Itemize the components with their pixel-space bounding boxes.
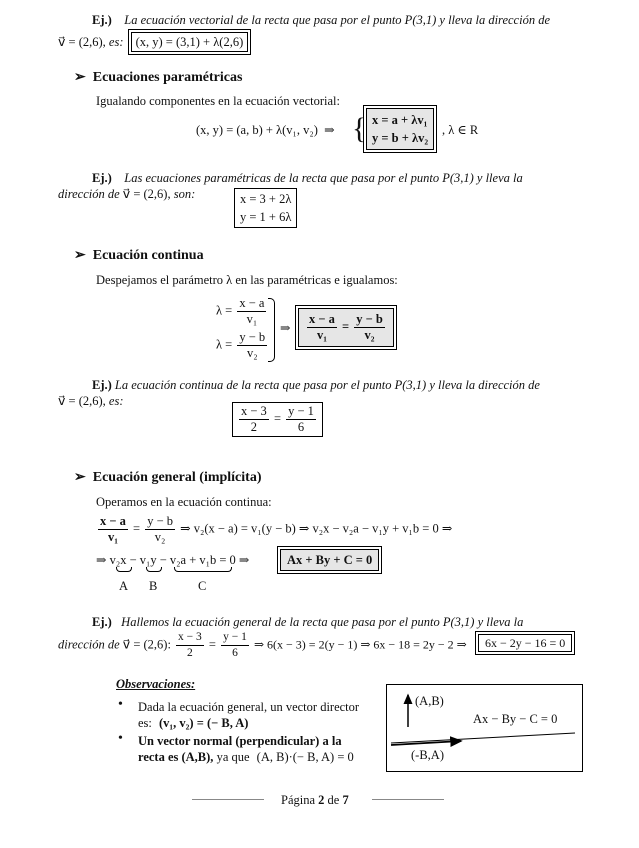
obs-item1-line1: Dada la ecuación general, un vector director <box>138 700 360 714</box>
ej2-line1 <box>92 170 523 186</box>
general-chain2-expr: v₂x − v₁y − v₂a + v₁b = 0 ⇒ <box>109 553 250 567</box>
ej3-label: Ej.) <box>92 378 112 392</box>
ej3-es: es: <box>108 394 124 408</box>
ej3-result-box <box>232 402 323 437</box>
frac-den: v₂ <box>364 328 375 342</box>
frac-den: v₂ <box>246 346 258 360</box>
ej4-result-box: 6x − 2y − 16 = 0 <box>478 634 572 652</box>
diagram-dir-label: (-B,A) <box>411 748 444 762</box>
ej2-line2 <box>58 186 195 202</box>
section-general-heading <box>74 470 262 486</box>
footer-total-pages: 7 <box>342 793 349 807</box>
cont-res-frac-1 <box>307 312 337 343</box>
ej4-label: Ej.) <box>92 615 112 629</box>
bullet-dot-icon: • <box>118 697 123 712</box>
frac-num: y − 1 <box>221 630 249 646</box>
ej1-label: Ej.) <box>92 13 112 27</box>
frac-den: v₁ <box>246 312 258 326</box>
section-general-intro: Operamos en la ecuación continua: <box>96 495 272 509</box>
ej4-chain: ⇒ 6(x − 3) = 2(y − 1) ⇒ 6x − 18 = 2y − 2 ⇒ <box>253 637 467 652</box>
frac-den: v₂ <box>154 530 166 544</box>
general-chain-2 <box>96 552 249 568</box>
section-parametric-intro: Igualando componentes en la ecuación vectorial: <box>96 94 340 108</box>
underbrace-b <box>146 567 162 572</box>
ej2-result-box <box>234 188 297 228</box>
ej2-son: son: <box>173 187 196 201</box>
frac-num: y − 1 <box>288 404 314 418</box>
obs-item1-line2 <box>138 715 248 731</box>
general-result-box: Ax + By + C = 0 <box>280 549 379 571</box>
ej4-line2 <box>58 630 467 661</box>
ej2-direction: v⃗ = (2,6), <box>122 187 171 201</box>
implies-symbol: ⇒ <box>324 123 335 137</box>
ej4-line1 <box>92 614 523 630</box>
bullet-arrow-icon: ➢ <box>74 470 86 485</box>
ej4-frac-2 <box>221 630 249 661</box>
ej2-eq1: x = 3 + 2λ <box>240 192 292 206</box>
footer-prefix: Página <box>281 793 319 807</box>
ej2-label: Ej.) <box>92 171 112 185</box>
lambda-eq1-label: λ = <box>216 303 233 318</box>
frac-num: x − 3 <box>241 404 267 418</box>
frac-num: x − a <box>239 296 265 310</box>
lambda-eq-2 <box>216 330 269 361</box>
lambda-frac-2 <box>237 330 267 361</box>
section-continuous-heading <box>74 248 204 264</box>
ej2-eq2: y = 1 + 6λ <box>240 210 292 224</box>
frac-num: x − 3 <box>176 630 204 646</box>
footer-rule-right <box>372 799 444 800</box>
section-parametric-heading <box>74 70 242 86</box>
equals-sign: = <box>208 637 216 652</box>
frac-den: 2 <box>250 420 258 434</box>
right-brace <box>268 298 275 362</box>
section-continuous-intro: Despejamos el parámetro λ en las paramétricas e igualamos: <box>96 273 398 287</box>
ej1-text: La ecuación vectorial de la recta que pasa por el punto P(3,1) y lleva la dirección de <box>124 13 550 27</box>
normal-vector-diagram <box>386 684 583 772</box>
section-general-title: Ecuación general (implícita) <box>92 470 262 485</box>
frac-den: v₁ <box>107 530 118 544</box>
ej1-es: es: <box>108 35 124 49</box>
observaciones-title: Observaciones: <box>116 677 196 691</box>
ej1-result-box: (x, y) = (3,1) + λ(2,6) <box>131 32 249 52</box>
parametric-system-box <box>366 108 434 150</box>
label-c: C <box>198 579 207 593</box>
underbrace-c <box>174 567 232 572</box>
cont-res-frac-2 <box>354 312 385 343</box>
footer-mid: de <box>324 793 343 807</box>
bullet-dot-icon: • <box>118 731 123 746</box>
continuous-implies: ⇒ <box>280 321 291 335</box>
obs-item2-math: (A, B)·(− B, A) = 0 <box>256 750 354 764</box>
frac-num: x − a <box>309 312 335 326</box>
frac-num: x − a <box>100 514 126 528</box>
ej3-text: La ecuación continua de la recta que pasa por el punto P(3,1) y lleva la dirección de <box>114 378 540 392</box>
left-brace: { <box>352 112 367 145</box>
ej3-line1 <box>92 377 540 393</box>
ej2-text2: dirección de <box>58 187 120 201</box>
implies-symbol: ⇒ <box>96 553 107 567</box>
lambda-frac-1 <box>237 296 266 327</box>
footer-page-number <box>281 792 349 808</box>
obs-item1-es: es: <box>138 716 152 730</box>
ej4-frac-1 <box>176 630 204 661</box>
ej4-direction: v⃗ = (2,6): <box>122 637 171 652</box>
param-domain: , λ ∈ R <box>442 123 479 137</box>
ej1-line1 <box>92 12 550 28</box>
bullet-arrow-icon: ➢ <box>74 70 86 85</box>
line-graph <box>391 733 575 743</box>
param-sys-eq2: y = b + λv₂ <box>372 131 429 145</box>
obs-item1-math: (v₁, v₂) = (− B, A) <box>159 716 249 730</box>
frac-num: y − b <box>239 330 266 344</box>
ej3-direction: v⃗ = (2,6), <box>58 394 106 408</box>
lambda-eq2-label: λ = <box>216 337 233 352</box>
footer-current-page: 2 <box>318 793 325 807</box>
label-b: B <box>149 579 158 593</box>
ej4-text2: dirección de <box>58 637 120 652</box>
equals-sign: = <box>273 411 281 426</box>
ej3-line2 <box>58 393 123 409</box>
frac-den: 6 <box>232 647 238 659</box>
ej3-frac-1 <box>239 404 269 435</box>
obs-item2-line2 <box>138 749 354 765</box>
frac-den: 2 <box>187 647 193 659</box>
frac-num: y − b <box>147 514 173 528</box>
ej1-line2 <box>58 32 248 52</box>
gen-frac-2 <box>145 514 175 545</box>
obs-item2-rest: ya que <box>213 750 250 764</box>
frac-den: 6 <box>297 420 305 434</box>
frac-den: v₁ <box>316 328 327 342</box>
frac-num: y − b <box>356 312 383 326</box>
footer-rule-left <box>192 799 264 800</box>
general-chain-text: ⇒ v₂(x − a) = v₁(y − b) ⇒ v₂x − v₂a − v₁y + v₁b = 0 ⇒ <box>180 521 453 536</box>
param-sys-eq1: x = a + λv₁ <box>372 113 428 127</box>
direction-vector-arrow-icon <box>391 741 461 745</box>
section-parametric-title: Ecuaciones paramétricas <box>92 70 243 85</box>
diagram-line-label: Ax − By − C = 0 <box>473 712 558 726</box>
general-chain-1 <box>96 514 452 545</box>
ej2-text: Las ecuaciones paramétricas de la recta que pasa por el punto P(3,1) y lleva la <box>124 171 523 185</box>
equals-sign: = <box>342 319 350 334</box>
lambda-eq-1 <box>216 296 268 327</box>
obs-item2-bold: recta es (A,B), <box>138 750 214 764</box>
bullet-arrow-icon: ➢ <box>74 248 86 263</box>
underbrace-a <box>116 567 132 572</box>
parametric-vector-eq: (x, y) = (a, b) + λ(v₁, v₂) <box>196 123 318 137</box>
ej1-direction: v⃗ = (2,6), <box>58 35 106 49</box>
parametric-eq-left <box>196 122 335 138</box>
label-a: A <box>119 579 129 593</box>
obs-item2-line1: Un vector normal (perpendicular) a la <box>138 734 342 748</box>
ej4-text: Hallemos la ecuación general de la recta que pasa por el punto P(3,1) y lleva la <box>121 615 524 629</box>
continuous-result-box <box>298 308 394 347</box>
diagram-normal-label: (A,B) <box>415 694 444 708</box>
equals-sign: = <box>133 521 141 536</box>
section-continuous-title: Ecuación continua <box>92 248 204 263</box>
ej3-frac-2 <box>286 404 316 435</box>
gen-frac-1 <box>98 514 128 545</box>
